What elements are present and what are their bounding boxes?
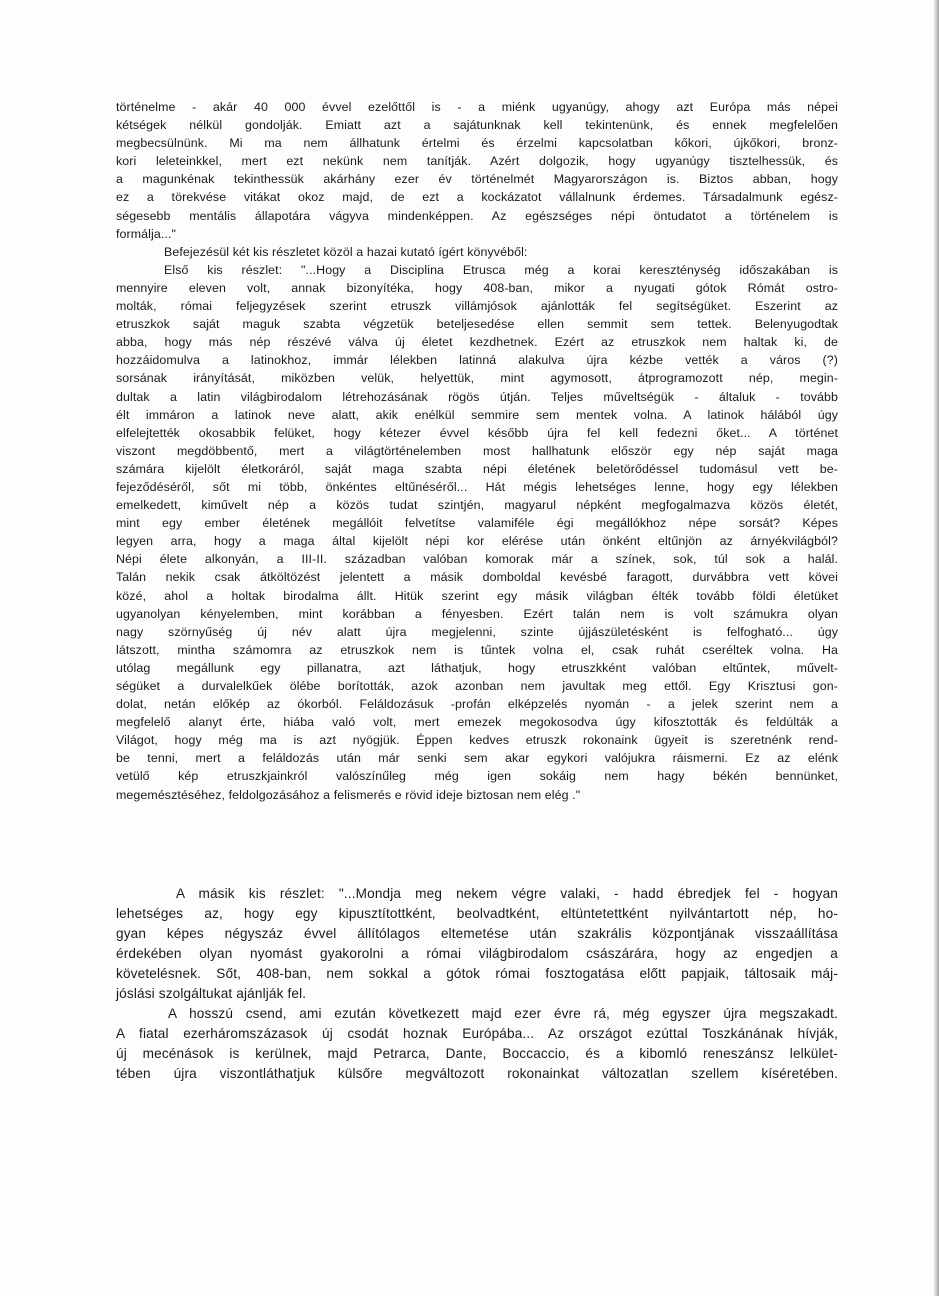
text-line: viszont megdöbbentő, mert a világtörténelemben most hallhatunk először egy nép saját maga [116, 443, 838, 458]
text-line: Első kis részlet: "...Hogy a Disciplina Etrusca még a korai kereszténység időszakában is [164, 262, 838, 277]
text-line: molták, római feljegyzések szerint etruszk villámjósok ajánlották fel segítségüket. Eszerint az [116, 299, 838, 314]
text-line: megbecsülnünk. Mi ma nem állhatunk értelmi és érzelmi kapcsolatban kőkori, újkőkori, bronz- [116, 136, 838, 151]
text-line: emelkedett, kiművelt nép a közös tudat szintjén, magyarul népként megfogalmazva közös életét, [116, 498, 838, 513]
lower-text-block [116, 884, 838, 1084]
text-line: nagy szörnyűség új név alatt újra megjelenni, szinte újjászületésként is felfogható... úgy [116, 624, 838, 639]
text-line: történelme - akár 40 000 évvel ezelőttől is - a miénk ugyanúgy, ahogy azt Európa más népei [116, 100, 838, 114]
text-line: a magunkénak tekinthessük akárhány ezer év történelmét Magyarországon is. Biztos abban, hogy [116, 172, 838, 187]
text-line: követelésnek. Sőt, 408-ban, nem sokkal a gótok római fosztogatása előtt papjaik, táltosaik máj- [116, 966, 838, 981]
text-line: legyen arra, hogy a maga által kijelölt népi kor elérése után önként eltűnjön az árnyékvilágból? [116, 534, 838, 549]
text-line: Talán nekik csak átköltözést jelentett a másik domboldal kevésbé faragott, durvábbra vett kövei [116, 570, 838, 585]
text-line: Világot, hogy még ma is azt nyögjük. Éppen kedves etruszk rokonaink ügyeit is szeretnénk rend- [116, 733, 838, 748]
text-line: A fiatal ezerháromszázasok új csodát hoznak Európába... Az országot ezúttal Toszkánának hívják, [116, 1026, 838, 1041]
text-line: vetülő kép etruszkjainkról valószínűleg még igen sokáig nem hagy békén bennünket, [116, 769, 838, 784]
text-line: Népi élete alkonyán, a III-II. században valóban komorak már a színek, sok, túl sok a halál. [116, 552, 838, 567]
text-line: érdekében olyan nyomást gyakorolni a római világbirodalom császárára, hogy az engedjen a [116, 946, 838, 961]
text-line: gyan képes négyszáz évvel állítólagos eltemetése után szakrális központjának visszaállítása [116, 926, 838, 941]
text-line: elfelejtették okosabbik felüket, hogy kétezer évvel később újra fel kell fedezni őket... A történet [116, 425, 838, 440]
text-line: etruszkok saját maguk szabta végzetük beteljesedése ellen semmit sem tettek. Belenyugodtak [116, 317, 838, 332]
text-line: A másik kis részlet: "...Mondja meg nekem végre valaki, - hadd ébredjek fel - hogyan [176, 886, 838, 901]
text-line: be tenni, mert a feláldozás után már senki sem akar egykori valójukra ráismerni. Ez az elénk [116, 751, 838, 766]
text-line: mint egy ember életének megállóit felvetítse valamiféle égi megállókhoz népe sorsát? Képes [116, 516, 838, 531]
text-line: élt immáron a latinok neve alatt, akik enélkül semmire sem mentek volna. A latinok hálából úgy [116, 407, 838, 422]
text-line: lehetséges az, hogy egy kipusztítottként, beolvadtként, eltüntetettként nyilvántartott nép, ho- [116, 906, 838, 921]
text-line: fejeződéséről, sőt mi több, önkéntes eltűnéséről... Hát mégis lehetséges lenne, hogy egy lélekben [116, 479, 838, 494]
text-line: A hosszú csend, ami ezután következett majd ezer évre rá, még egyszer újra megszakadt. [168, 1006, 838, 1021]
text-line: tében újra viszontláthatjuk külsőre megváltozott rokonainkat változatlan szellem kíséretében. [116, 1066, 838, 1081]
text-line: megemésztéséhez, feldolgozásához a felismerés e rövid ideje biztosan nem elég ." [116, 787, 581, 802]
text-line: formálja..." [116, 226, 176, 241]
text-line: sorsának irányítását, miközben velük, helyettük, mint agymosott, átprogramozott nép, megin- [116, 371, 838, 386]
text-line: megfelelő alanyt érte, hiába való volt, mert emezek megokosodva úgy kifosztották és feldúlták a [116, 715, 838, 730]
text-line: látszott, mintha számomra az etruszkok nem is tűntek volna el, csak ruhát cseréltek volna. Ha [116, 642, 838, 657]
text-line: jóslási szolgáltukat ajánlják fel. [116, 986, 307, 1001]
text-line: közé, ahol a holtak birodalma állt. Hitük szerint egy másik világban élték tovább földi életüket [116, 588, 838, 603]
text-line: ugyanolyan kényelemben, mint korábban a fényesben. Ezért talán nem is volt számukra olyan [116, 606, 838, 621]
text-line: mennyire eleven volt, annak bizonyítéka, hogy 408-ban, mikor a nyugati gótok Rómát ostro- [116, 280, 838, 295]
page-edge-shadow [933, 0, 939, 1296]
text-line: kétségek nélkül gondolják. Emiatt azt a sajátunknak kell tekintenünk, és ennek megfelelően [116, 118, 838, 133]
text-line: Befejezésül két kis részletet közöl a hazai kutató ígért könyvéből: [164, 244, 528, 259]
text-line: ez a törekvése vitákat okoz majd, de ezt a kockázatot vállalnunk érdemes. Társadalmunk egész- [116, 190, 838, 205]
text-line: dolat, netán előkép az ókorból. Feláldozásuk -profán elképzelés nyomán - a jelek szerint nem a [116, 697, 838, 712]
text-line: utólag megállunk egy pillanatra, azt láthatjuk, hogy etruszkként valóban eltűntek, művelt- [116, 660, 838, 675]
text-line: hozzáidomulva a latinokhoz, immár lélekben latinná alakulva újra kézbe vették a város (?) [116, 353, 838, 368]
text-line: számára kijelölt életkoráról, saját maga szabta népi életének beletörődéssel tudomásul vett be- [116, 461, 838, 476]
text-line: ségesebb mentális állapotára vágyva mindenképpen. Az egészséges népi öntudatot a történelem is [116, 208, 838, 223]
text-line: kori leleteinkkel, mert ezt nekünk nem tanítják. Azért dolgozik, hogy ugyanúgy tisztelhessük, és [116, 154, 838, 169]
text-line: új mecénások is kerülnek, majd Petrarca, Dante, Boccaccio, és a kibomló reneszánsz lelkület- [116, 1046, 838, 1061]
text-line: ségüket a durvalelkűek ölébe borították, azok azonban nem javultak meg ettől. Egy Krisztusi gon- [116, 679, 838, 693]
text-line: abba, hogy más nép részévé válva új életet kezdhetnek. Ezért az etruszkok nem haltak ki, de [116, 335, 838, 350]
upper-text-block [116, 98, 838, 804]
text-line: dultak a latin világbirodalom létrehozásának rögös útján. Teljes műveltségük - általuk - tovább [116, 389, 838, 404]
